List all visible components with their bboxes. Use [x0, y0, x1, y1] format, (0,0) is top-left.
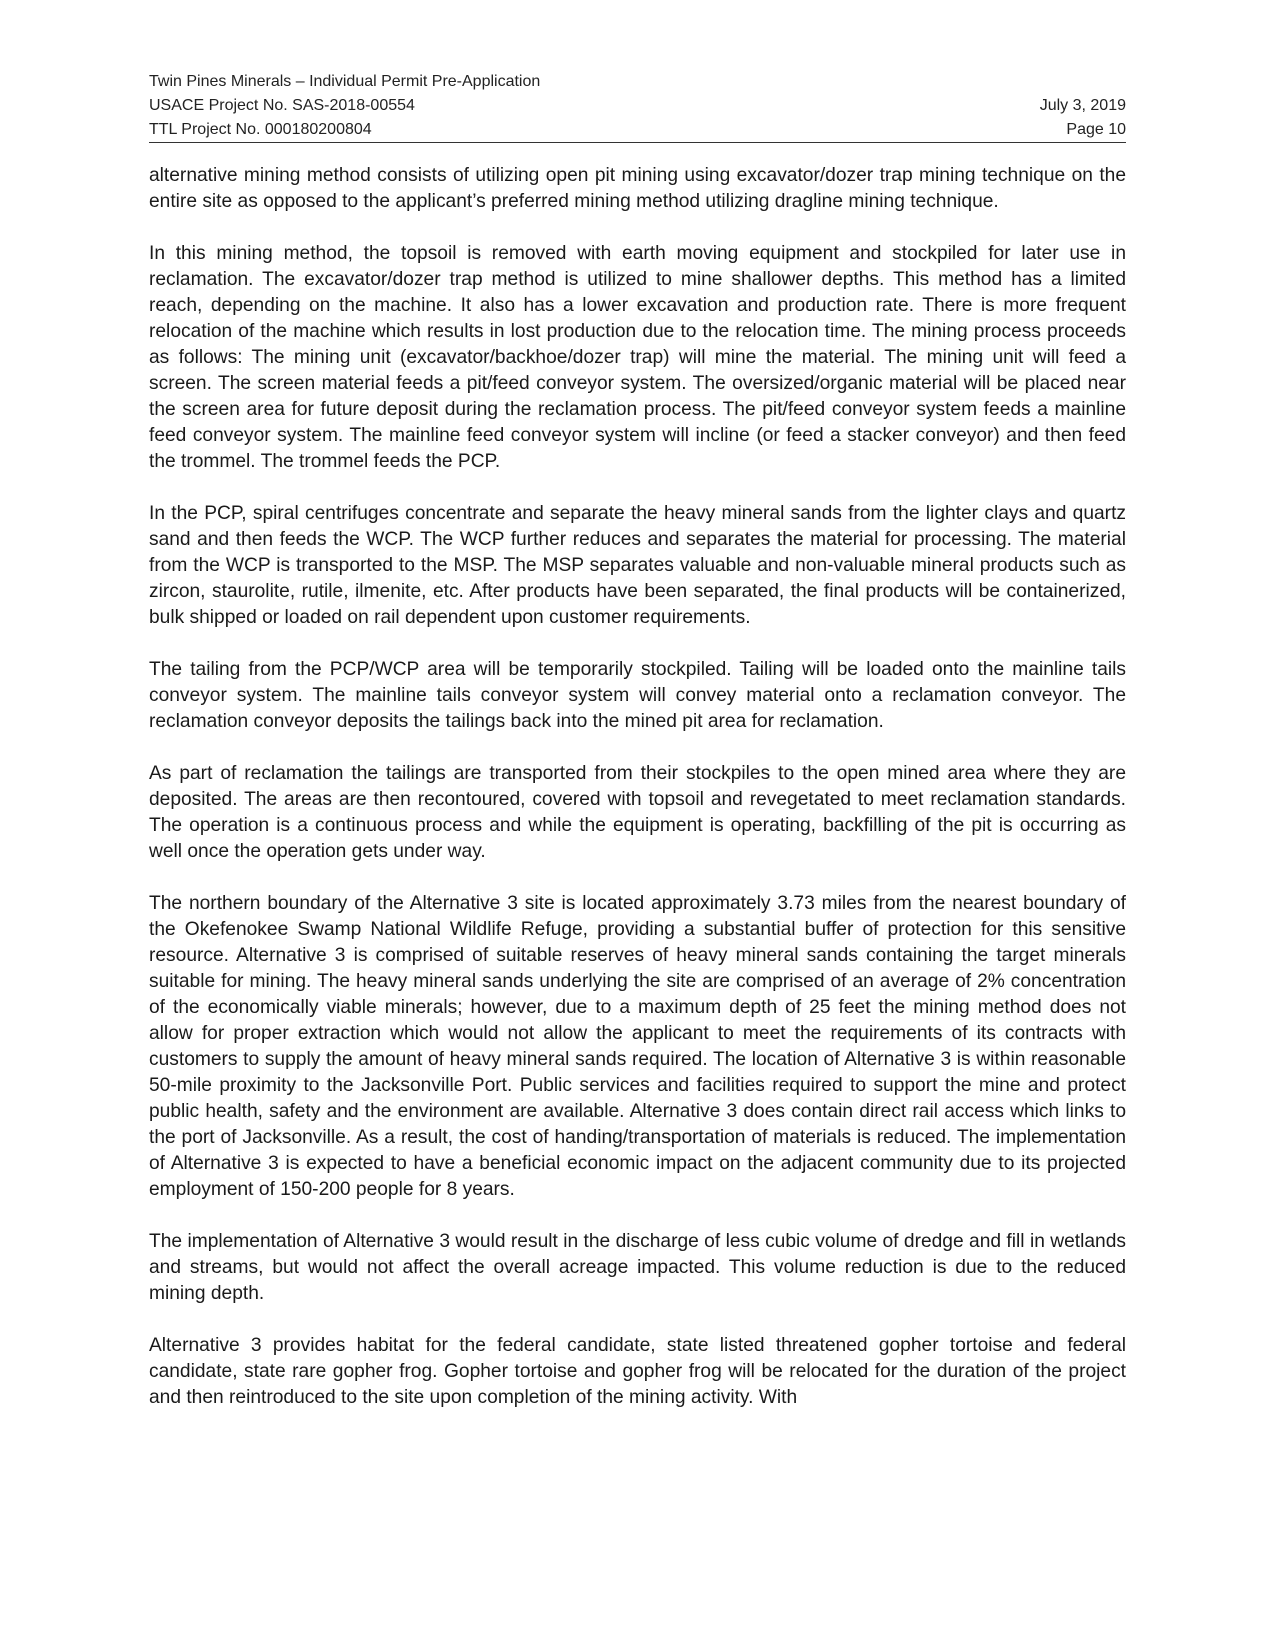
header-usace-project: USACE Project No. SAS-2018-00554 — [149, 97, 415, 114]
paragraph: The tailing from the PCP/WCP area will be temporarily stockpiled. Tailing will be loaded onto the mainline tails conveyor system. The mainline tails conveyor system will convey material onto a reclamation conveyor. The reclamation conveyor deposits the tailings back into the mined pit area for reclamation. — [149, 659, 1126, 732]
header-row-1 — [149, 70, 1126, 94]
paragraph: As part of reclamation the tailings are transported from their stockpiles to the open mined area where they are deposited. The areas are then recontoured, covered with topsoil and revegetated to meet reclamation standards. The operation is a continuous process and while the equipment is operating, backfilling of the pit is occurring as well once the operation gets under way. — [149, 763, 1126, 862]
document-body — [149, 163, 1126, 1411]
paragraph: Alternative 3 provides habitat for the federal candidate, state listed threatened gopher tortoise and federal candidate, state rare gopher frog. Gopher tortoise and gopher frog will be relocated for the duration of the project and then reintroduced to the site upon completion of the mining activity. With — [149, 1335, 1126, 1408]
header-row-3 — [149, 118, 1126, 142]
paragraph: In the PCP, spiral centrifuges concentrate and separate the heavy mineral sands from the lighter clays and quartz sand and then feeds the WCP. The WCP further reduces and separates the material for processing. The material from the WCP is transported to the MSP. The MSP separates valuable and non-valuable mineral products such as zircon, staurolite, rutile, ilmenite, etc. After products have been separated, the final products will be containerized, bulk shipped or loaded on rail dependent upon customer requirements. — [149, 503, 1126, 628]
paragraph: The northern boundary of the Alternative 3 site is located approximately 3.73 miles from the nearest boundary of the Okefenokee Swamp National Wildlife Refuge, providing a substantial buffer of protection for this sensitive resource. Alternative 3 is comprised of suitable reserves of heavy mineral sands containing the target minerals suitable for mining. The heavy mineral sands underlying the site are comprised of an average of 2% concentration of the economically viable minerals; however, due to a maximum depth of 25 feet the mining method does not allow for proper extraction which would not allow the applicant to meet the requirements of its contracts with customers to supply the amount of heavy mineral sands required. The location of Alternative 3 is within reasonable 50-mile proximity to the Jacksonville Port. Public services and facilities required to support the mine and protect public health, safety and the environment are available. Alternative 3 does contain direct rail access which links to the port of Jacksonville. As a result, the cost of handing/transportation of materials is reduced. The implementation of Alternative 3 is expected to have a beneficial economic impact on the adjacent community due to its projected employment of 150-200 people for 8 years. — [149, 893, 1126, 1200]
header-row-2 — [149, 94, 1126, 118]
document-page — [149, 70, 1126, 1411]
page-header — [149, 70, 1126, 143]
header-ttl-project: TTL Project No. 000180200804 — [149, 121, 372, 138]
paragraph: alternative mining method consists of utilizing open pit mining using excavator/dozer trap mining technique on the entire site as opposed to the applicant’s preferred mining method utilizing dragline mining technique. — [149, 165, 1126, 212]
paragraph: In this mining method, the topsoil is removed with earth moving equipment and stockpiled for later use in reclamation. The excavator/dozer trap method is utilized to mine shallower depths. This method has a limited reach, depending on the machine. It also has a lower excavation and production rate. There is more frequent relocation of the machine which results in lost production due to the relocation time. The mining process proceeds as follows: The mining unit (excavator/backhoe/dozer trap) will mine the material. The mining unit will feed a screen. The screen material feeds a pit/feed conveyor system. The oversized/organic material will be placed near the screen area for future deposit during the reclamation process. The pit/feed conveyor system feeds a mainline feed conveyor system. The mainline feed conveyor system will incline (or feed a stacker conveyor) and then feed the trommel. The trommel feeds the PCP. — [149, 243, 1126, 472]
paragraph: The implementation of Alternative 3 would result in the discharge of less cubic volume of dredge and fill in wetlands and streams, but would not affect the overall acreage impacted. This volume reduction is due to the reduced mining depth. — [149, 1231, 1126, 1304]
header-date: July 3, 2019 — [1039, 97, 1126, 114]
header-project-title: Twin Pines Minerals – Individual Permit Pre-Application — [149, 73, 541, 90]
header-page-number: Page 10 — [1066, 121, 1126, 138]
